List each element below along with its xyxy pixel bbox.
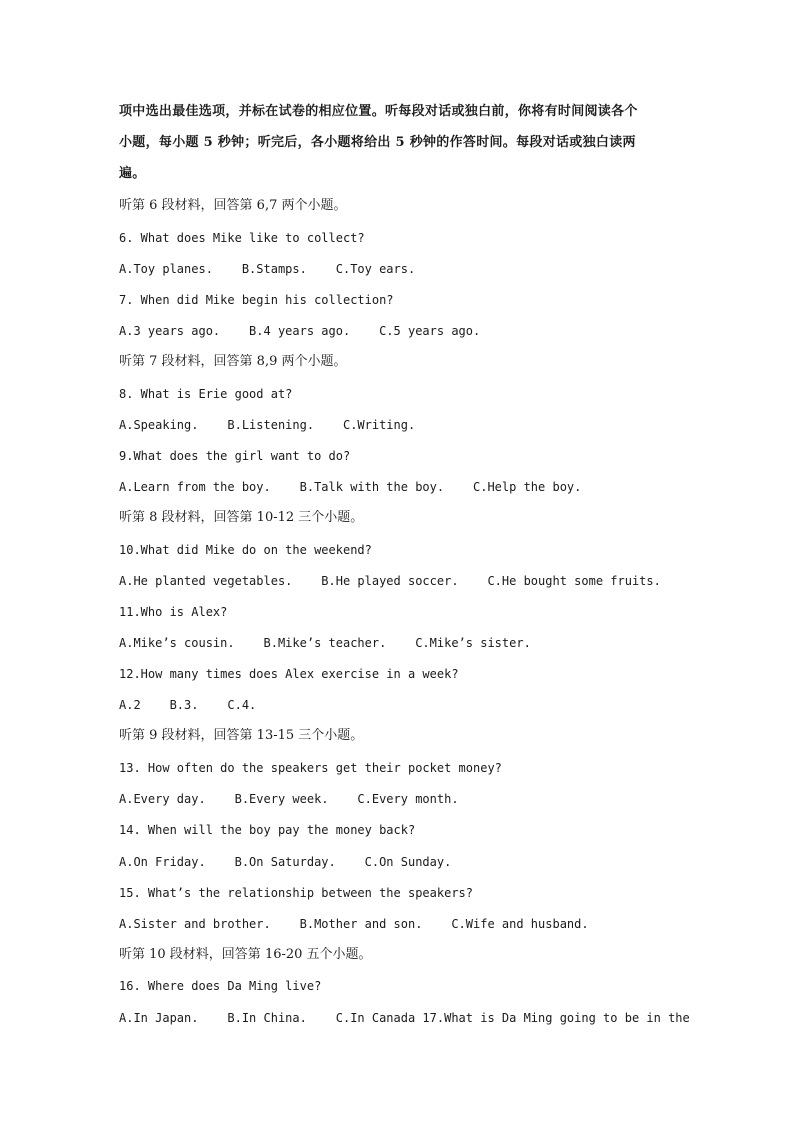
options-11: A.Mike’s cousin. B.Mike’s teacher. C.Mike’s sister.: [119, 636, 531, 650]
question-6: 6. What does Mike like to collect?: [119, 231, 365, 245]
options-8: A.Speaking. B.Listening. C.Writing.: [119, 418, 416, 432]
options-9: A.Learn from the boy. B.Talk with the boy. C.Help the boy.: [119, 480, 582, 494]
options-6: A.Toy planes. B.Stamps. C.Toy ears.: [119, 262, 416, 276]
section-heading-8: 听第 8 段材料，回答第 10-12 三个小题。: [119, 510, 364, 525]
section-heading-7: 听第 7 段材料，回答第 8,9 两个小题。: [119, 354, 347, 369]
question-9: 9.What does the girl want to do?: [119, 449, 351, 463]
options-13: A.Every day. B.Every week. C.Every month.: [119, 792, 459, 806]
question-15: 15. What’s the relationship between the speakers?: [119, 886, 474, 900]
question-12: 12.How many times does Alex exercise in a week?: [119, 667, 459, 681]
options-16: A.In Japan. B.In China. C.In Canada 17.What is Da Ming going to be in the: [119, 1011, 690, 1025]
question-16: 16. Where does Da Ming live?: [119, 979, 322, 993]
section-heading-6: 听第 6 段材料，回答第 6,7 两个小题。: [119, 198, 347, 213]
options-7: A.3 years ago. B.4 years ago. C.5 years ago.: [119, 324, 481, 338]
question-11: 11.Who is Alex?: [119, 605, 228, 619]
section-heading-9: 听第 9 段材料，回答第 13-15 三个小题。: [119, 728, 364, 743]
options-10: A.He planted vegetables. B.He played soccer. C.He bought some fruits.: [119, 574, 661, 588]
options-12: A.2 B.3. C.4.: [119, 698, 257, 712]
question-7: 7. When did Mike begin his collection?: [119, 293, 394, 307]
options-14: A.On Friday. B.On Saturday. C.On Sunday.: [119, 855, 452, 869]
question-10: 10.What did Mike do on the weekend?: [119, 543, 372, 557]
section-heading-10: 听第 10 段材料，回答第 16-20 五个小题。: [119, 947, 372, 962]
instructions-line-3: 遍。: [119, 166, 146, 181]
question-13: 13. How often do the speakers get their pocket money?: [119, 761, 502, 775]
question-8: 8. What is Erie good at?: [119, 387, 293, 401]
instructions-line-2: 小题，每小题 5 秒钟；听完后，各小题将给出 5 秒钟的作答时间。每段对话或独白读两: [119, 135, 636, 150]
question-14: 14. When will the boy pay the money back?: [119, 823, 416, 837]
options-15: A.Sister and brother. B.Mother and son. C.Wife and husband.: [119, 917, 589, 931]
instructions-line-1: 项中选出最佳选项，并标在试卷的相应位置。听每段对话或独白前，你将有时间阅读各个: [119, 104, 638, 119]
